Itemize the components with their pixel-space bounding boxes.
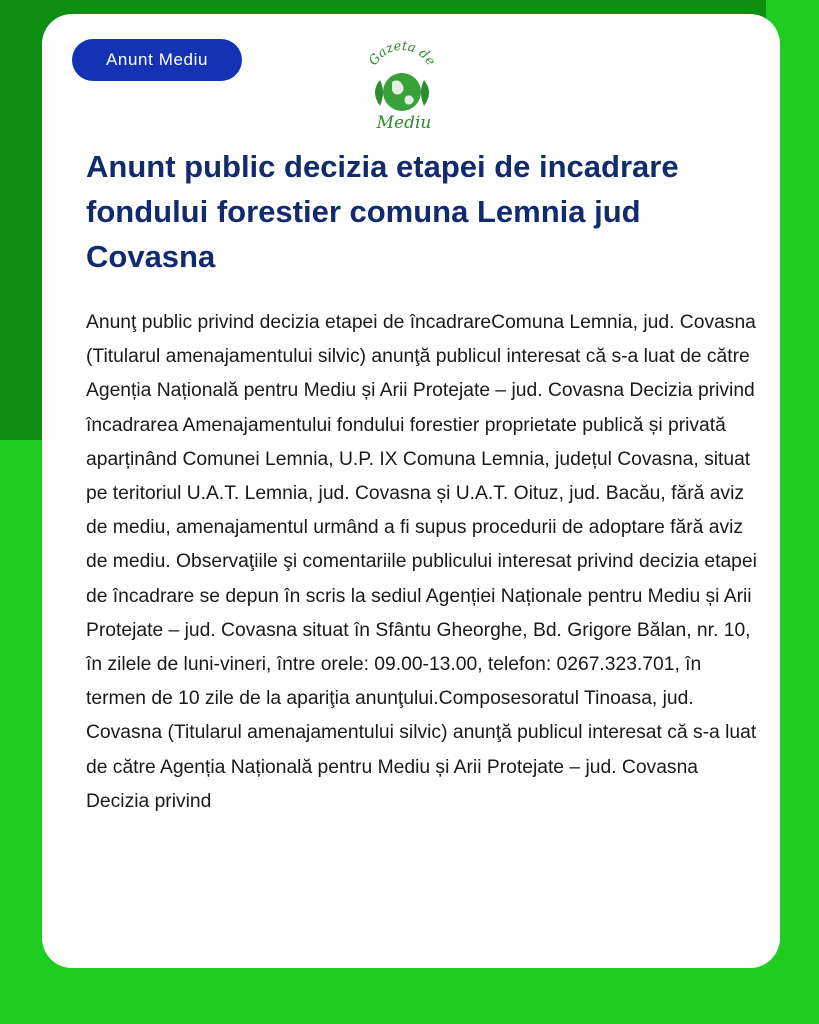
article-body: Anunţ public privind decizia etapei de încadrareComuna Lemnia, jud. Covasna (Titularul amenajamentului silvic) anunţă publicul interesat că s-a luat de către Agenția Națională pentru Mediu și Arii Protejate – jud. Covasna Decizia privind încadrarea Amenajamentului fondului forestier proprietate publică și privată aparținând Comunei Lemnia, U.P. IX Comuna Lemnia, județul Covasna, situat pe teritoriul U.A.T. Lemnia, jud. Covasna și U.A.T. Oituz, jud. Bacău, fără aviz de mediu, amenajamentul urmând a fi supus procedurii de adoptare fără aviz de mediu. Observaţiile şi comentariile publicului interesat privind decizia etapei de încadrare se depun în scris la sediul Agenției Naționale pentru Mediu și Arii Protejate – jud. Covasna situat în Sfântu Gheorghe, Bd. Grigore Bălan, nr. 10, în zilele de luni-vineri, între orele: 09.00-13.00, telefon: 0267.323.701, în termen de 10 zile de la apariţia anunţului.Composesoratul Tinoasa, jud. Covasna (Titularul amenajamentului silvic) anunţă publicul interesat că s-a luat de către Agenția Națională pentru Mediu și Arii Protejate – jud. Covasna Decizia privind [86, 312, 757, 812]
svg-text:Gazeta de [366, 40, 438, 69]
announcement-card [42, 14, 780, 968]
gazeta-de-mediu-logo[interactable] [360, 40, 444, 132]
logo-bottom-text: Mediu [376, 113, 432, 132]
logo-top-text: Gazeta de [366, 40, 439, 69]
article-title: Anunt public decizia etapei de incadrare fondului forestier comuna Lemnia jud Covasna [86, 149, 679, 274]
globe-leaf-icon [360, 40, 444, 132]
category-badge[interactable]: Anunt Mediu [72, 39, 242, 81]
